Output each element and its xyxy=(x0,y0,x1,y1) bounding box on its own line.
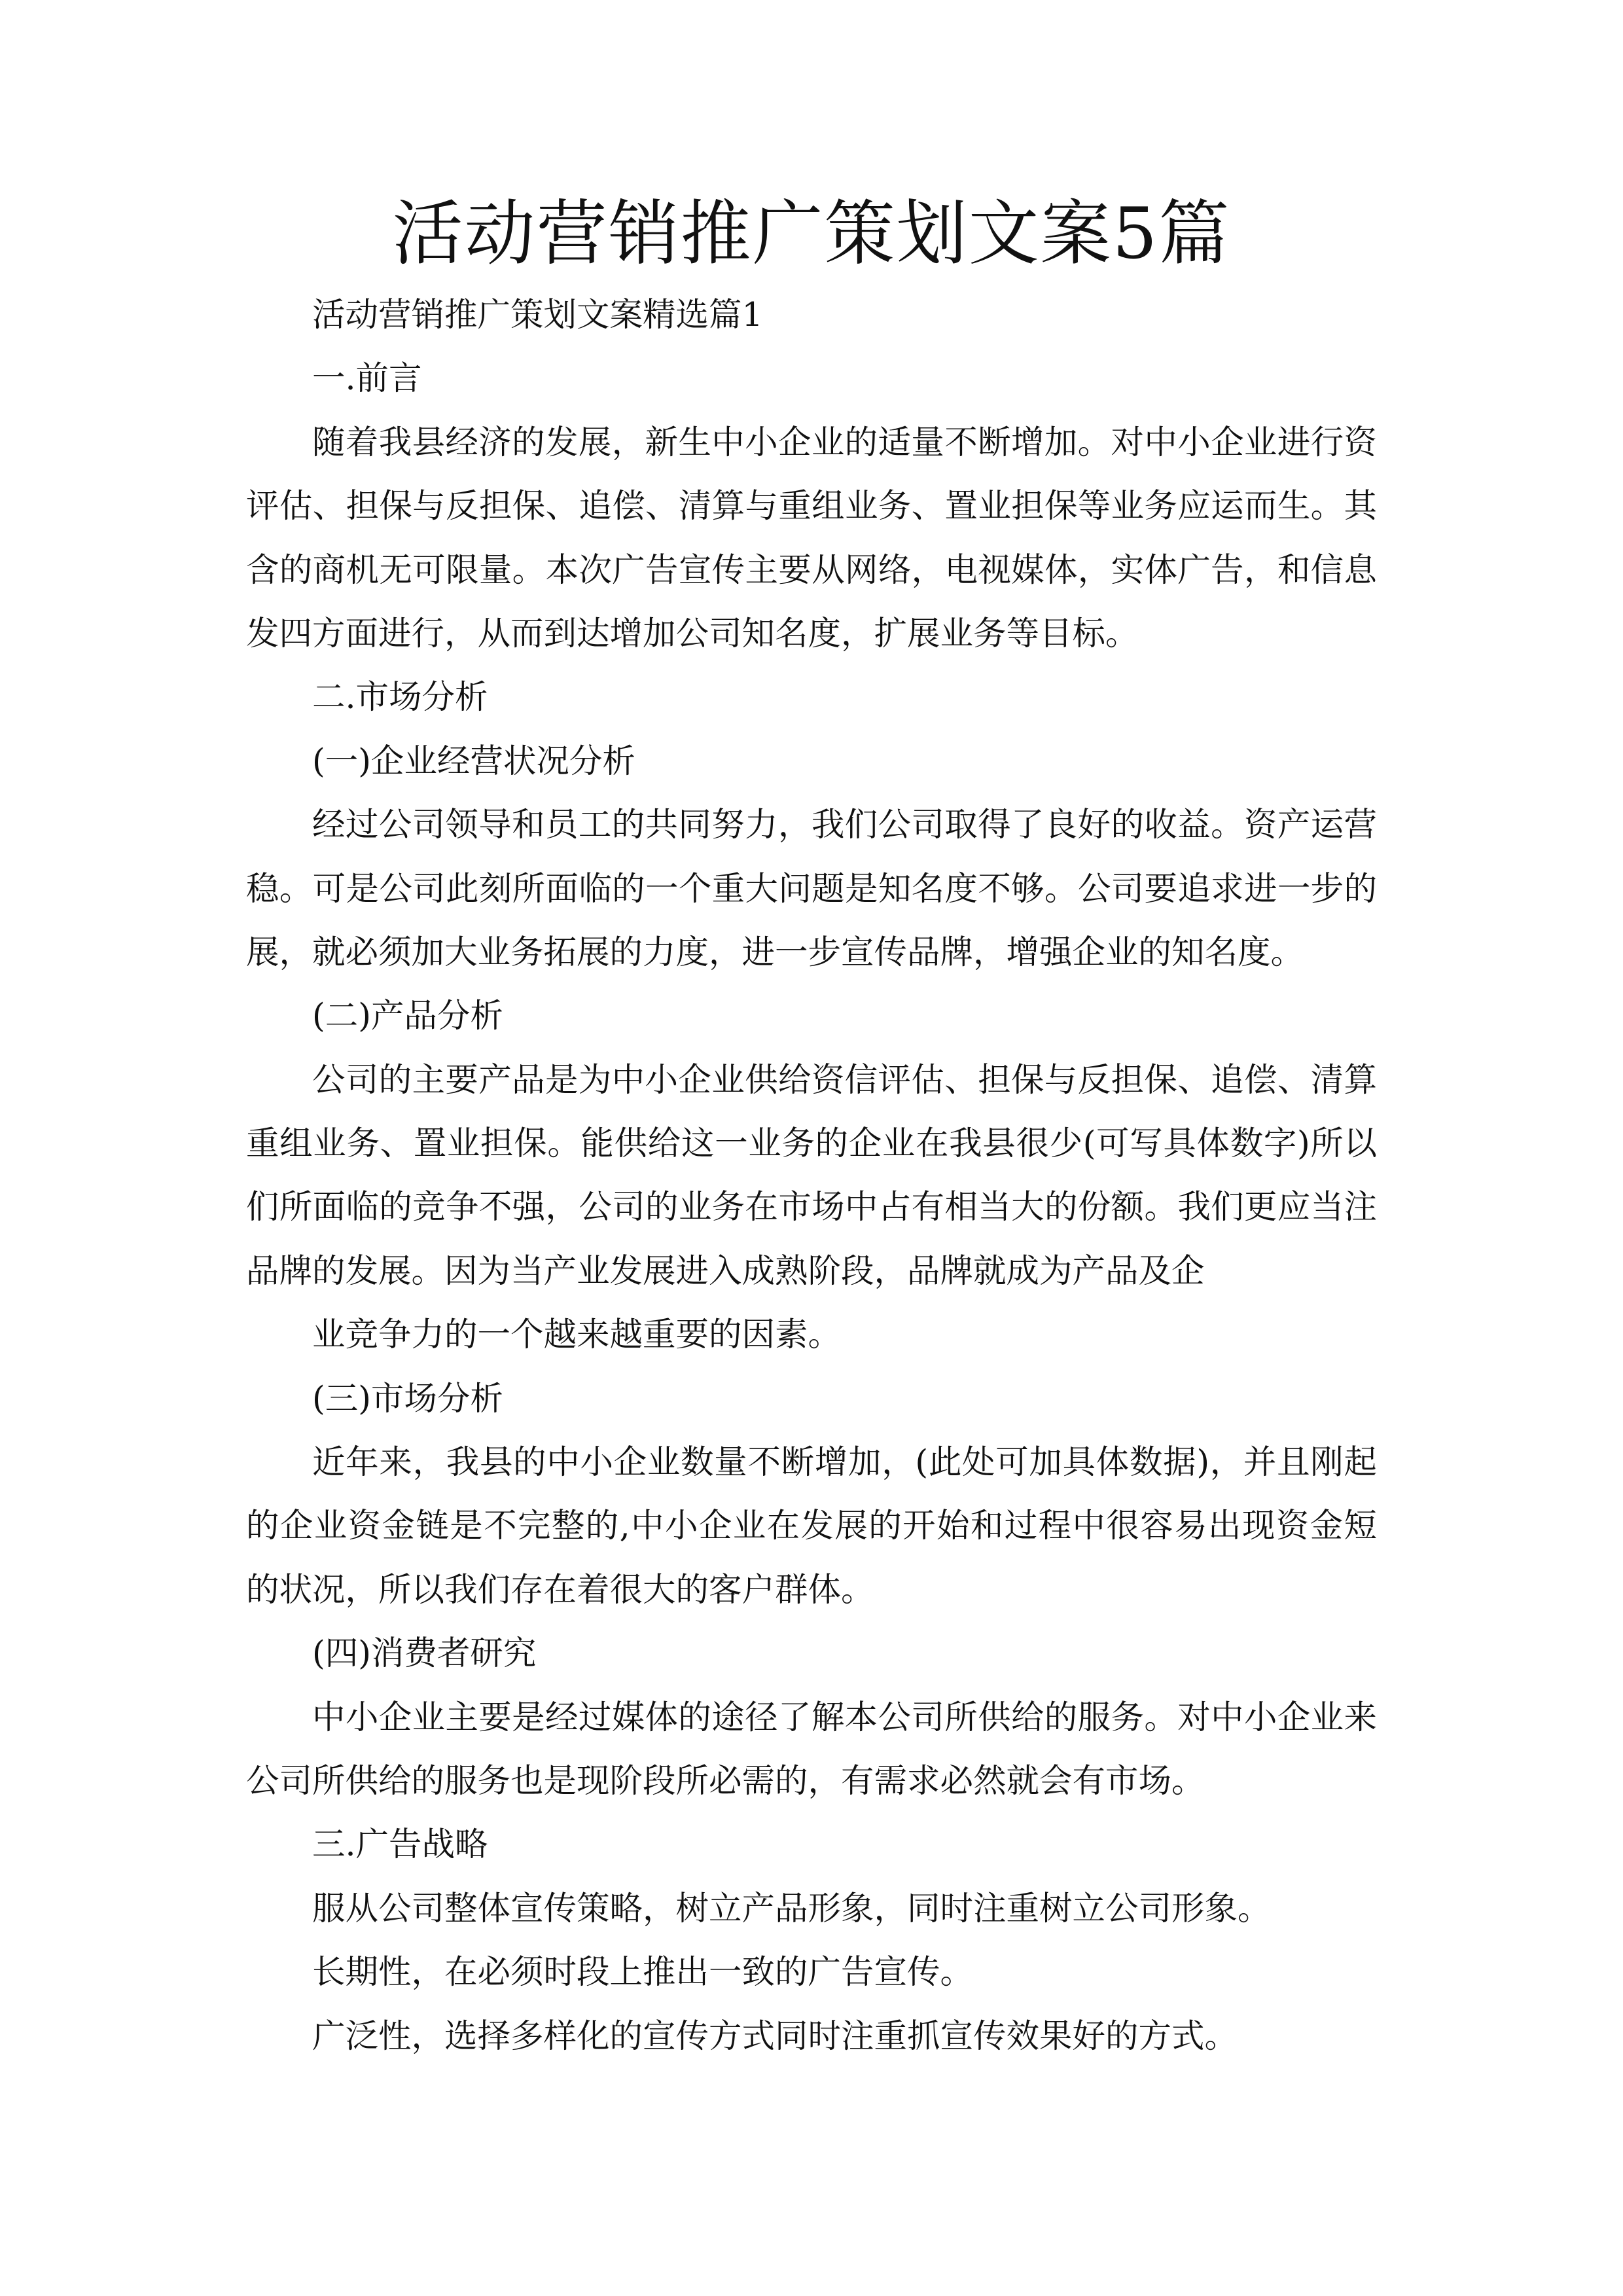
paragraph-line: 长期性，在必须时段上推出一致的广告宣传。 xyxy=(312,1952,973,1992)
paragraph-line: 重组业务、置业担保。能供给这一业务的企业在我县很少(可写具体数字)所以 xyxy=(246,1124,1377,1163)
heading-market-analysis: 二.市场分析 xyxy=(312,677,488,717)
paragraph-line: 含的商机无可限量。本次广告宣传主要从网络，电视媒体，实体广告，和信息 xyxy=(246,550,1377,589)
section-title: 活动营销推广策划文案精选篇1 xyxy=(312,295,763,334)
paragraph-line: 近年来，我县的中小企业数量不断增加，(此处可加具体数据)，并且刚起 xyxy=(312,1443,1377,1482)
subheading-consumer-research: (四)消费者研究 xyxy=(312,1634,537,1673)
paragraph-line: 稳。可是公司此刻所面临的一个重大问题是知名度不够。公司要追求进一步的 xyxy=(246,869,1377,908)
heading-preface: 一.前言 xyxy=(312,359,422,398)
paragraph-line: 经过公司领导和员工的共同努力，我们公司取得了良好的收益。资产运营 xyxy=(312,805,1377,844)
paragraph-line: 的企业资金链是不完整的,中小企业在发展的开始和过程中很容易出现资金短 xyxy=(246,1506,1377,1545)
paragraph-line: 们所面临的竞争不强，公司的业务在市场中占有相当大的份额。我们更应当注 xyxy=(246,1187,1377,1227)
paragraph-line: 中小企业主要是经过媒体的途径了解本公司所供给的服务。对中小企业来 xyxy=(312,1697,1377,1736)
paragraph-line: 评估、担保与反担保、追偿、清算与重组业务、置业担保等业务应运而生。其 xyxy=(246,486,1377,526)
document-title: 活动营销推广策划文案5篇 xyxy=(392,193,1231,275)
paragraph-line: 服从公司整体宣传策略，树立产品形象，同时注重树立公司形象。 xyxy=(312,1888,1271,1928)
subheading-market-analysis: (三)市场分析 xyxy=(312,1378,503,1418)
paragraph-line: 随着我县经济的发展，新生中小企业的适量不断增加。对中小企业进行资 xyxy=(312,422,1377,461)
paragraph-line: 的状况，所以我们存在着很大的客户群体。 xyxy=(246,1570,874,1609)
paragraph-line: 公司的主要产品是为中小企业供给资信评估、担保与反担保、追偿、清算 xyxy=(312,1060,1377,1099)
paragraph-line: 公司所供给的服务也是现阶段所必需的，有需求必然就会有市场。 xyxy=(246,1761,1205,1800)
subheading-product-analysis: (二)产品分析 xyxy=(312,996,503,1035)
paragraph-line: 发四方面进行，从而到达增加公司知名度，扩展业务等目标。 xyxy=(246,613,1139,653)
paragraph-line: 广泛性，选择多样化的宣传方式同时注重抓宣传效果好的方式。 xyxy=(312,2016,1238,2055)
subheading-business-status: (一)企业经营状况分析 xyxy=(312,741,635,780)
paragraph-line: 业竞争力的一个越来越重要的因素。 xyxy=(312,1315,841,1354)
paragraph-line: 品牌的发展。因为当产业发展进入成熟阶段，品牌就成为产品及企 xyxy=(246,1251,1205,1290)
paragraph-line: 展，就必须加大业务拓展的力度，进一步宣传品牌，增强企业的知名度。 xyxy=(246,932,1304,971)
heading-ad-strategy: 三.广告战略 xyxy=(312,1825,488,1864)
document-body xyxy=(246,283,1377,2068)
